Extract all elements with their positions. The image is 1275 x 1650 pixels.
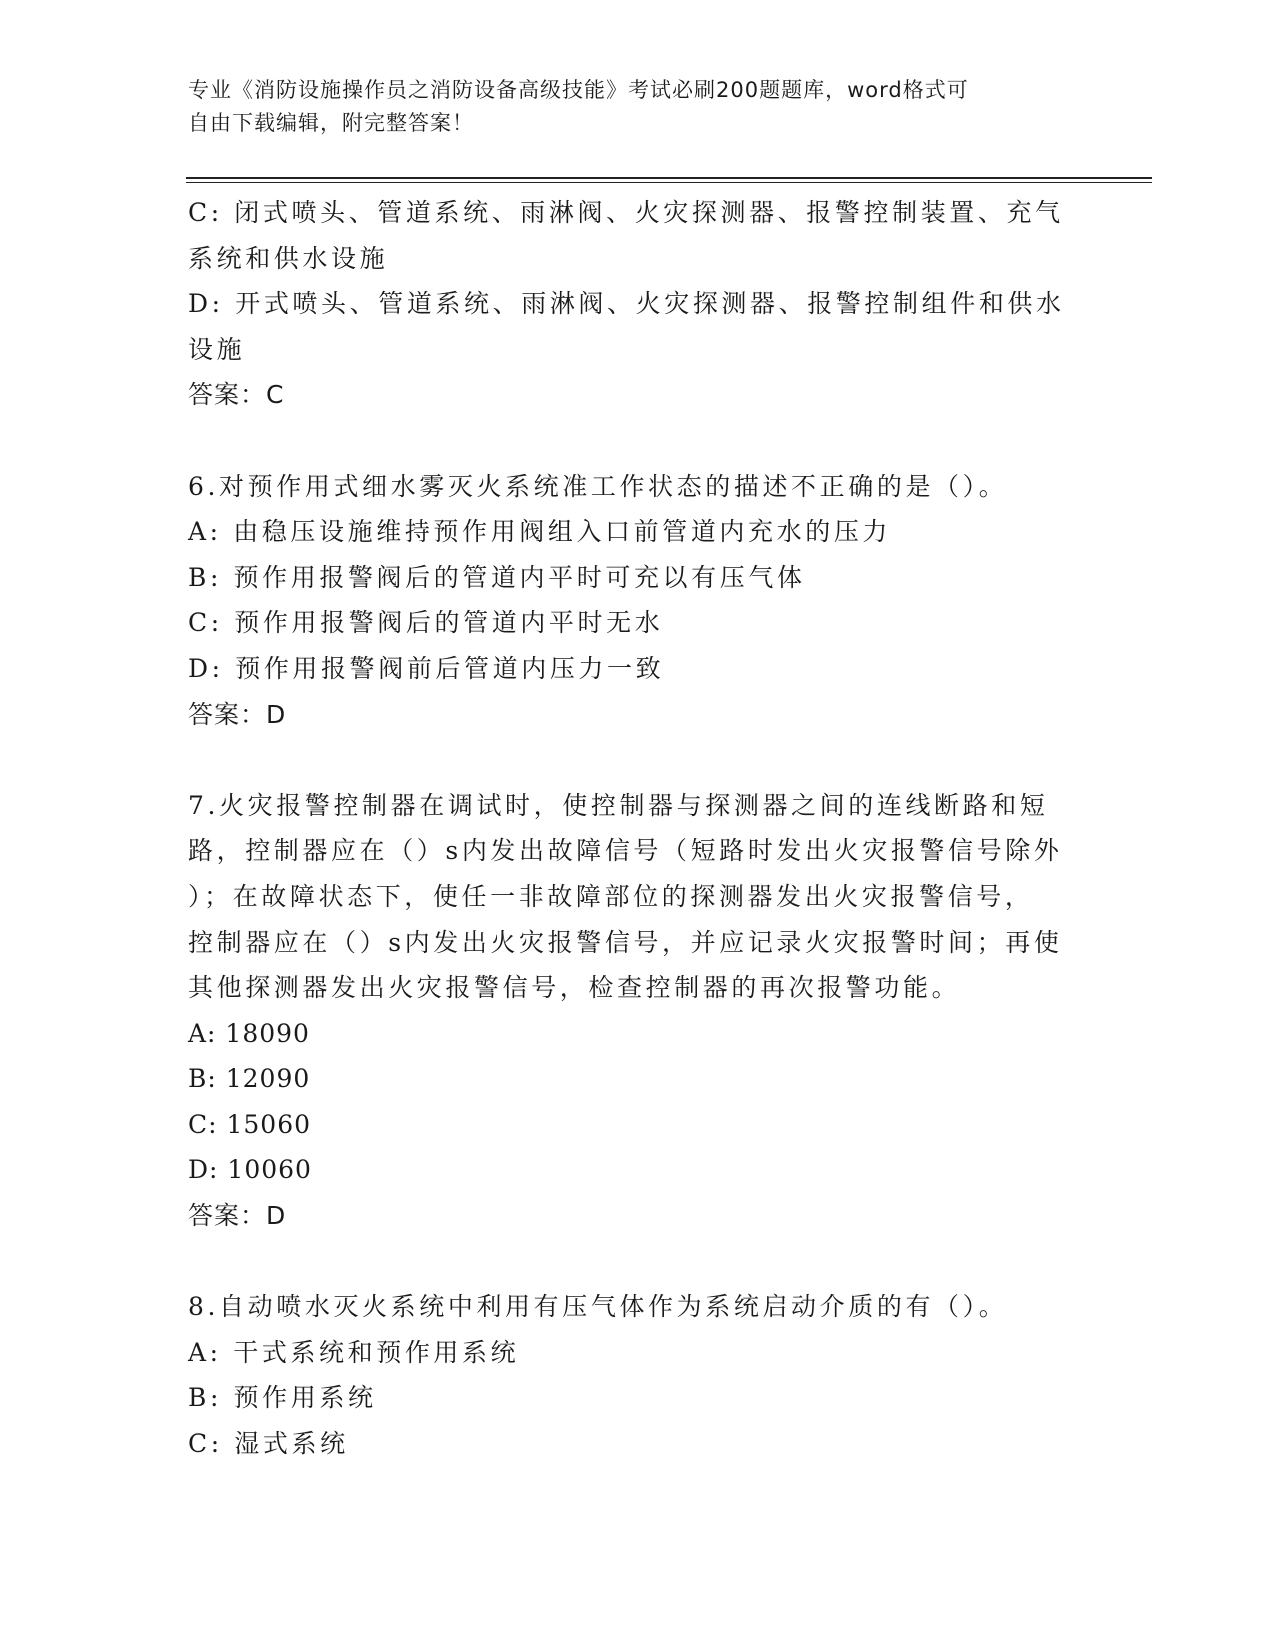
q7-answer: 答案：D [188, 1201, 287, 1231]
q7-question-line-5: 其他探测器发出火灾报警信号，检查控制器的再次报警功能。 [188, 973, 961, 1003]
q8-option-b: B: 预作用系统 [188, 1383, 377, 1413]
q7-question-line-3: ）；在故障状态下，使任一非故障部位的探测器发出火灾报警信号， [188, 881, 1034, 911]
q5-option-c-line-1: C: 闭式喷头、管道系统、雨淋阀、火灾探测器、报警控制装置、充气 [188, 198, 1064, 227]
q7-option-d: D: 10060 [188, 1155, 312, 1185]
document-body [188, 190, 1088, 1467]
header-rule-thin [186, 182, 1152, 183]
spacer [188, 737, 1088, 783]
q8-option-a: A: 干式系统和预作用系统 [188, 1337, 520, 1367]
header-title-line-1: 专业《消防设施操作员之消防设备高级技能》考试必刷200题题库，word格式可 [188, 78, 969, 102]
q6-option-d: D: 预作用报警阀前后管道内压力一致 [188, 653, 665, 683]
question-5-continued [188, 190, 1088, 418]
q6-option-c: C: 预作用报警阀后的管道内平时无水 [188, 608, 664, 638]
q6-option-b: B: 预作用报警阀后的管道内平时可充以有压气体 [188, 562, 806, 592]
question-6 [188, 464, 1088, 738]
q7-option-b: B: 12090 [188, 1064, 311, 1094]
question-7 [188, 783, 1088, 1239]
q7-option-a: A: 18090 [188, 1018, 310, 1048]
q5-option-d-line-1: D: 开式喷头、管道系统、雨淋阀、火灾探测器、报警控制组件和供水 [188, 289, 1065, 319]
q7-question-line-2: 路，控制器应在（）s内发出故障信号（短路时发出火灾报警信号除外 [188, 836, 1063, 866]
q6-answer: 答案：D [188, 699, 287, 729]
q5-option-d-line-2: 设施 [188, 334, 246, 364]
page-header [188, 74, 1068, 140]
spacer [188, 1239, 1088, 1285]
q6-question: 6.对预作用式细水雾灭火系统准工作状态的描述不正确的是（）。 [188, 471, 1008, 501]
header-rule-thick [186, 177, 1152, 179]
q8-option-c: C: 湿式系统 [188, 1429, 349, 1459]
q5-option-c-line-2: 系统和供水设施 [188, 243, 389, 273]
q8-question: 8.自动喷水灭火系统中利用有压气体作为系统启动介质的有（）。 [188, 1292, 1008, 1322]
header-title-line-2: 自由下载编辑，附完整答案！ [188, 111, 474, 135]
q7-option-c: C: 15060 [188, 1109, 312, 1139]
question-8 [188, 1284, 1088, 1466]
spacer [188, 418, 1088, 464]
q7-question-line-1: 7.火灾报警控制器在调试时，使控制器与探测器之间的连线断路和短 [188, 790, 1049, 820]
q7-question-line-4: 控制器应在（）s内发出火灾报警信号，并应记录火灾报警时间；再使 [188, 927, 1063, 957]
q6-option-a: A: 由稳压设施维持预作用阀组入口前管道内充水的压力 [188, 517, 892, 547]
q5-answer: 答案：C [188, 380, 285, 410]
